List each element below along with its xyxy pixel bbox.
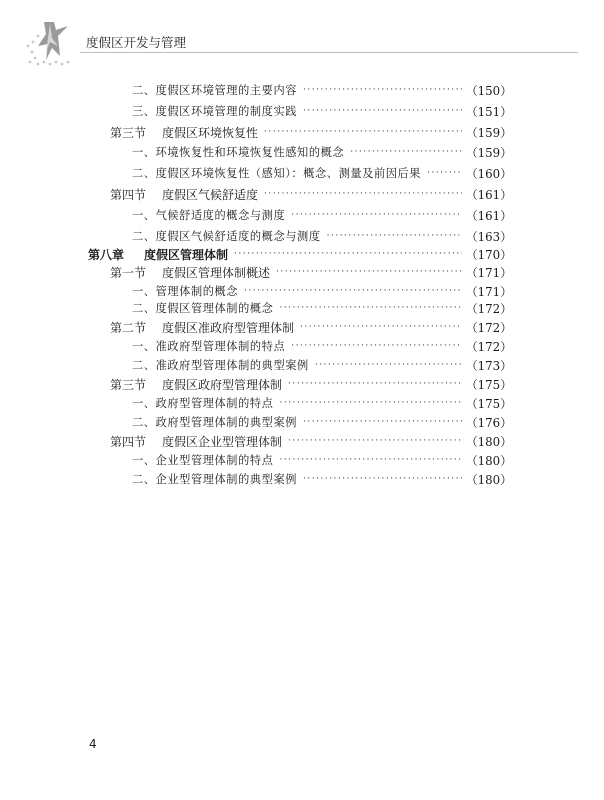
toc-page-number: （160） <box>465 166 512 181</box>
toc-entry-number: 第八章 <box>88 247 125 262</box>
dot-leader <box>291 337 462 355</box>
toc-entry-title <box>88 246 228 263</box>
toc-page-number: （170） <box>465 247 512 262</box>
toc-entry-title <box>132 283 238 299</box>
book-title: 度假区开发与管理 <box>86 35 187 50</box>
toc-entry-text: 度假区企业型管理体制 <box>162 434 283 449</box>
toc-entry-title <box>132 452 273 468</box>
toc-entry-text: 二、准政府型管理体制的典型案例 <box>132 359 309 372</box>
dot-leader <box>279 299 461 317</box>
toc-page-number: （175） <box>465 396 512 411</box>
toc-entry-title <box>132 82 297 98</box>
toc-entry-title <box>132 414 297 430</box>
toc-entry-item[interactable] <box>132 413 512 431</box>
toc-entry-section[interactable] <box>110 318 512 336</box>
toc-entry-section[interactable] <box>110 263 512 281</box>
toc-entry-text: 二、度假区管理体制的概念 <box>132 302 274 315</box>
toc-entry-title <box>110 433 282 450</box>
dot-leader <box>300 318 462 336</box>
toc-entry-item[interactable] <box>132 282 512 300</box>
toc-page-number: （159） <box>465 145 512 160</box>
toc-entry-number: 第三节 <box>110 125 147 140</box>
dot-leader <box>264 185 462 203</box>
toc-entry-number: 第三节 <box>110 377 147 392</box>
toc-page-number: （180） <box>465 453 512 468</box>
dot-leader <box>279 451 461 469</box>
dot-leader <box>288 432 462 450</box>
toc-entry-title <box>110 376 282 393</box>
dot-leader <box>327 227 462 245</box>
toc-page-number: （163） <box>465 229 512 244</box>
toc-entry-text: 三、度假区环境管理的制度实践 <box>132 105 298 118</box>
toc-entry-title <box>132 165 421 181</box>
toc-entry-item[interactable] <box>132 206 512 224</box>
toc-entry-section[interactable] <box>110 123 512 141</box>
toc-entry-title <box>132 338 285 354</box>
dot-leader <box>427 164 462 182</box>
toc-entry-text: 二、企业型管理体制的典型案例 <box>132 473 298 486</box>
dot-leader <box>315 356 462 374</box>
toc-page-number: （161） <box>465 208 512 223</box>
toc-page-number: （150） <box>465 83 512 98</box>
toc-entry-item[interactable] <box>132 227 512 245</box>
toc-entry-text: 二、度假区环境恢复性（感知）：概念、测量及前因后果 <box>132 167 422 180</box>
toc-entry-section[interactable] <box>110 185 512 203</box>
toc-entry-text: 一、政府型管理体制的特点 <box>132 397 274 410</box>
toc-page-number: （161） <box>465 187 512 202</box>
toc-entry-title <box>110 186 258 203</box>
toc-page-number: （176） <box>465 415 512 430</box>
toc-entry-title <box>110 124 258 141</box>
toc-entry-title <box>132 300 273 316</box>
toc-page-number: （151） <box>465 104 512 119</box>
toc-page-number: （175） <box>465 377 512 392</box>
toc-page-number: （180） <box>465 472 512 487</box>
toc-entry-item[interactable] <box>132 356 512 374</box>
toc-entry-text: 度假区管理体制概述 <box>162 265 271 280</box>
toc-entry-text: 二、度假区气候舒适度的概念与测度 <box>132 230 321 243</box>
toc-entry-item[interactable] <box>132 81 512 99</box>
toc-entry-title <box>110 319 294 336</box>
toc-entry-section[interactable] <box>110 375 512 393</box>
toc-entry-text: 二、度假区环境管理的主要内容 <box>132 84 298 97</box>
toc-entry-text: 二、政府型管理体制的典型案例 <box>132 416 298 429</box>
toc-page-number: （171） <box>465 265 512 280</box>
dot-leader <box>303 81 462 99</box>
toc-entry-chapter[interactable] <box>88 245 512 263</box>
toc-page-number: （171） <box>465 284 512 299</box>
dot-leader <box>244 282 462 300</box>
toc-entry-text: 一、准政府型管理体制的特点 <box>132 340 286 353</box>
toc-page-number: （172） <box>465 320 512 335</box>
toc-entry-item[interactable] <box>132 451 512 469</box>
dot-leader <box>303 413 462 431</box>
toc-entry-title <box>132 207 285 223</box>
toc-entry-number: 第四节 <box>110 434 147 449</box>
toc-entry-text: 度假区环境恢复性 <box>162 125 259 140</box>
toc-page-number: （172） <box>465 339 512 354</box>
toc-entry-number: 第二节 <box>110 320 147 335</box>
toc-entry-title <box>132 395 273 411</box>
toc-entry-text: 一、管理体制的概念 <box>132 285 239 298</box>
dot-leader <box>276 263 462 281</box>
toc-entry-text: 一、企业型管理体制的特点 <box>132 454 274 467</box>
toc-entry-item[interactable] <box>132 470 512 488</box>
toc-page-number: （172） <box>465 301 512 316</box>
toc-entry-text: 一、气候舒适度的概念与测度 <box>132 209 286 222</box>
dot-leader <box>279 394 461 412</box>
toc-entry-item[interactable] <box>132 337 512 355</box>
toc-entry-section[interactable] <box>110 432 512 450</box>
toc-entry-text: 度假区准政府型管理体制 <box>162 320 295 335</box>
page-number: 4 <box>89 737 97 751</box>
toc-entry-text: 度假区气候舒适度 <box>162 187 259 202</box>
toc-entry-title <box>132 471 297 487</box>
toc-entry-item[interactable] <box>132 102 512 120</box>
dot-leader <box>350 143 462 161</box>
toc-entry-item[interactable] <box>132 394 512 412</box>
dot-leader <box>288 375 462 393</box>
toc-entry-item[interactable] <box>132 164 512 182</box>
toc-page-number: （180） <box>465 434 512 449</box>
dot-leader <box>291 206 462 224</box>
toc-entry-text: 一、环境恢复性和环境恢复性感知的概念 <box>132 146 345 159</box>
toc-page-number: （159） <box>465 125 512 140</box>
dot-leader <box>234 245 462 263</box>
toc-entry-text: 度假区管理体制 <box>144 247 229 262</box>
toc-entry-title <box>110 264 270 281</box>
toc-entry-title <box>132 357 309 373</box>
toc-entry-number: 第一节 <box>110 265 147 280</box>
toc-entry-number: 第四节 <box>110 187 147 202</box>
toc-entry-text: 度假区政府型管理体制 <box>162 377 283 392</box>
toc-entry-item[interactable] <box>132 299 512 317</box>
dot-leader <box>264 123 462 141</box>
toc-page-number: （173） <box>465 358 512 373</box>
dot-leader <box>303 102 462 120</box>
toc-entry-item[interactable] <box>132 143 512 161</box>
toc-entry-title <box>132 228 321 244</box>
toc-entry-title <box>132 103 297 119</box>
toc-entry-title <box>132 144 344 160</box>
dot-leader <box>303 470 462 488</box>
